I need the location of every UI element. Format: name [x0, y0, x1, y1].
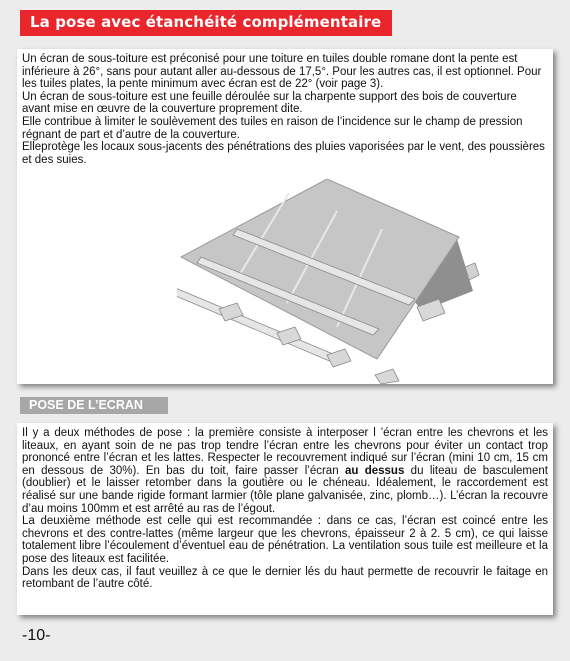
page-title: La pose avec étanchéité complémentaire: [30, 13, 382, 31]
method-one-paragraph: [22, 427, 548, 515]
section-title-bar: [20, 10, 392, 36]
roof-underlay-illustration: [177, 179, 537, 384]
intro-paragraph: Un écran de sous-toiture est une feuille déroulée sur la charpente support des bois de couverture avant mise en œuvre de la couverture proprement dite.: [22, 90, 517, 116]
method-two-paragraph: La deuxième méthode est celle qui est recommandée : dans ce cas, l’écran est coincé entre les chevrons et des contre-lattes (même largeur que les chevrons, épaisseur 2 à 2. 5 cm), ce qui laisse totalement libre l’écoulement d’éventuel eau de pénétration. La ventilation sous tuile est meilleure et la pose des liteaux est facilitée.: [22, 515, 548, 565]
intro-paragraph: Elle contribue à limiter le soulèvement des tuiles en raison de l’incidence sur le champ de pression régnant de part et d’autre de la couverture.: [22, 115, 523, 141]
intro-panel: [17, 49, 553, 384]
intro-paragraph: Un écran de sous-toiture est préconisé pour une toiture en tuiles double romane dont la pente est inférieure à 26°, sans pour autant aller au-dessous de 17,5°. Pour les autres cas, il est optionnel. Pour les tuiles plates, la pente minimum avec écran est de 22° (voir page 3).: [22, 53, 542, 91]
instructions-text: [17, 423, 553, 591]
section-title: POSE DE L’ECRAN: [29, 398, 143, 412]
instructions-panel: [17, 423, 553, 615]
intro-text: [17, 49, 553, 166]
intro-paragraph: Elleprotège les locaux sous-jacents des pénétrations des pluies vaporisées par le vent, des poussières et des suies.: [22, 141, 545, 166]
method-one-text: Il y a deux méthodes de pose : la première consiste à interposer l ’écran entre les chevrons et les liteaux, en ayant soin de ne pas trop tendre l’écran entre les chevrons pour éviter un contact trop prononcé entre l’écran et les lattes. Respecter le recouvrement indiqué sur l’écran (mini 10 cm, 15 cm en dessous de 30%). En bas du toit, faire passer l’écran: [22, 427, 548, 477]
conclusion-paragraph: Dans les deux cas, il faut veuillez à ce que le dernier lés du haut permette de recouvrir le faitage en retombant de l’autre côté.: [22, 565, 548, 591]
method-one-text-cont: du liteau de basculement (doublier) et le laisser retomber dans la goutière ou le chéneau. Idéalement, le raccordement est réalisé sur une bande rigide formant larmier (tôle plane galvanisée, zinc, plomb…). L’écran la recouvre d’au moins 100mm et est arrêté au ras de l’égout.: [22, 464, 548, 515]
emphasis-text: au dessus: [344, 464, 405, 477]
page-number: -10-: [22, 627, 51, 644]
section-header: [20, 397, 168, 414]
